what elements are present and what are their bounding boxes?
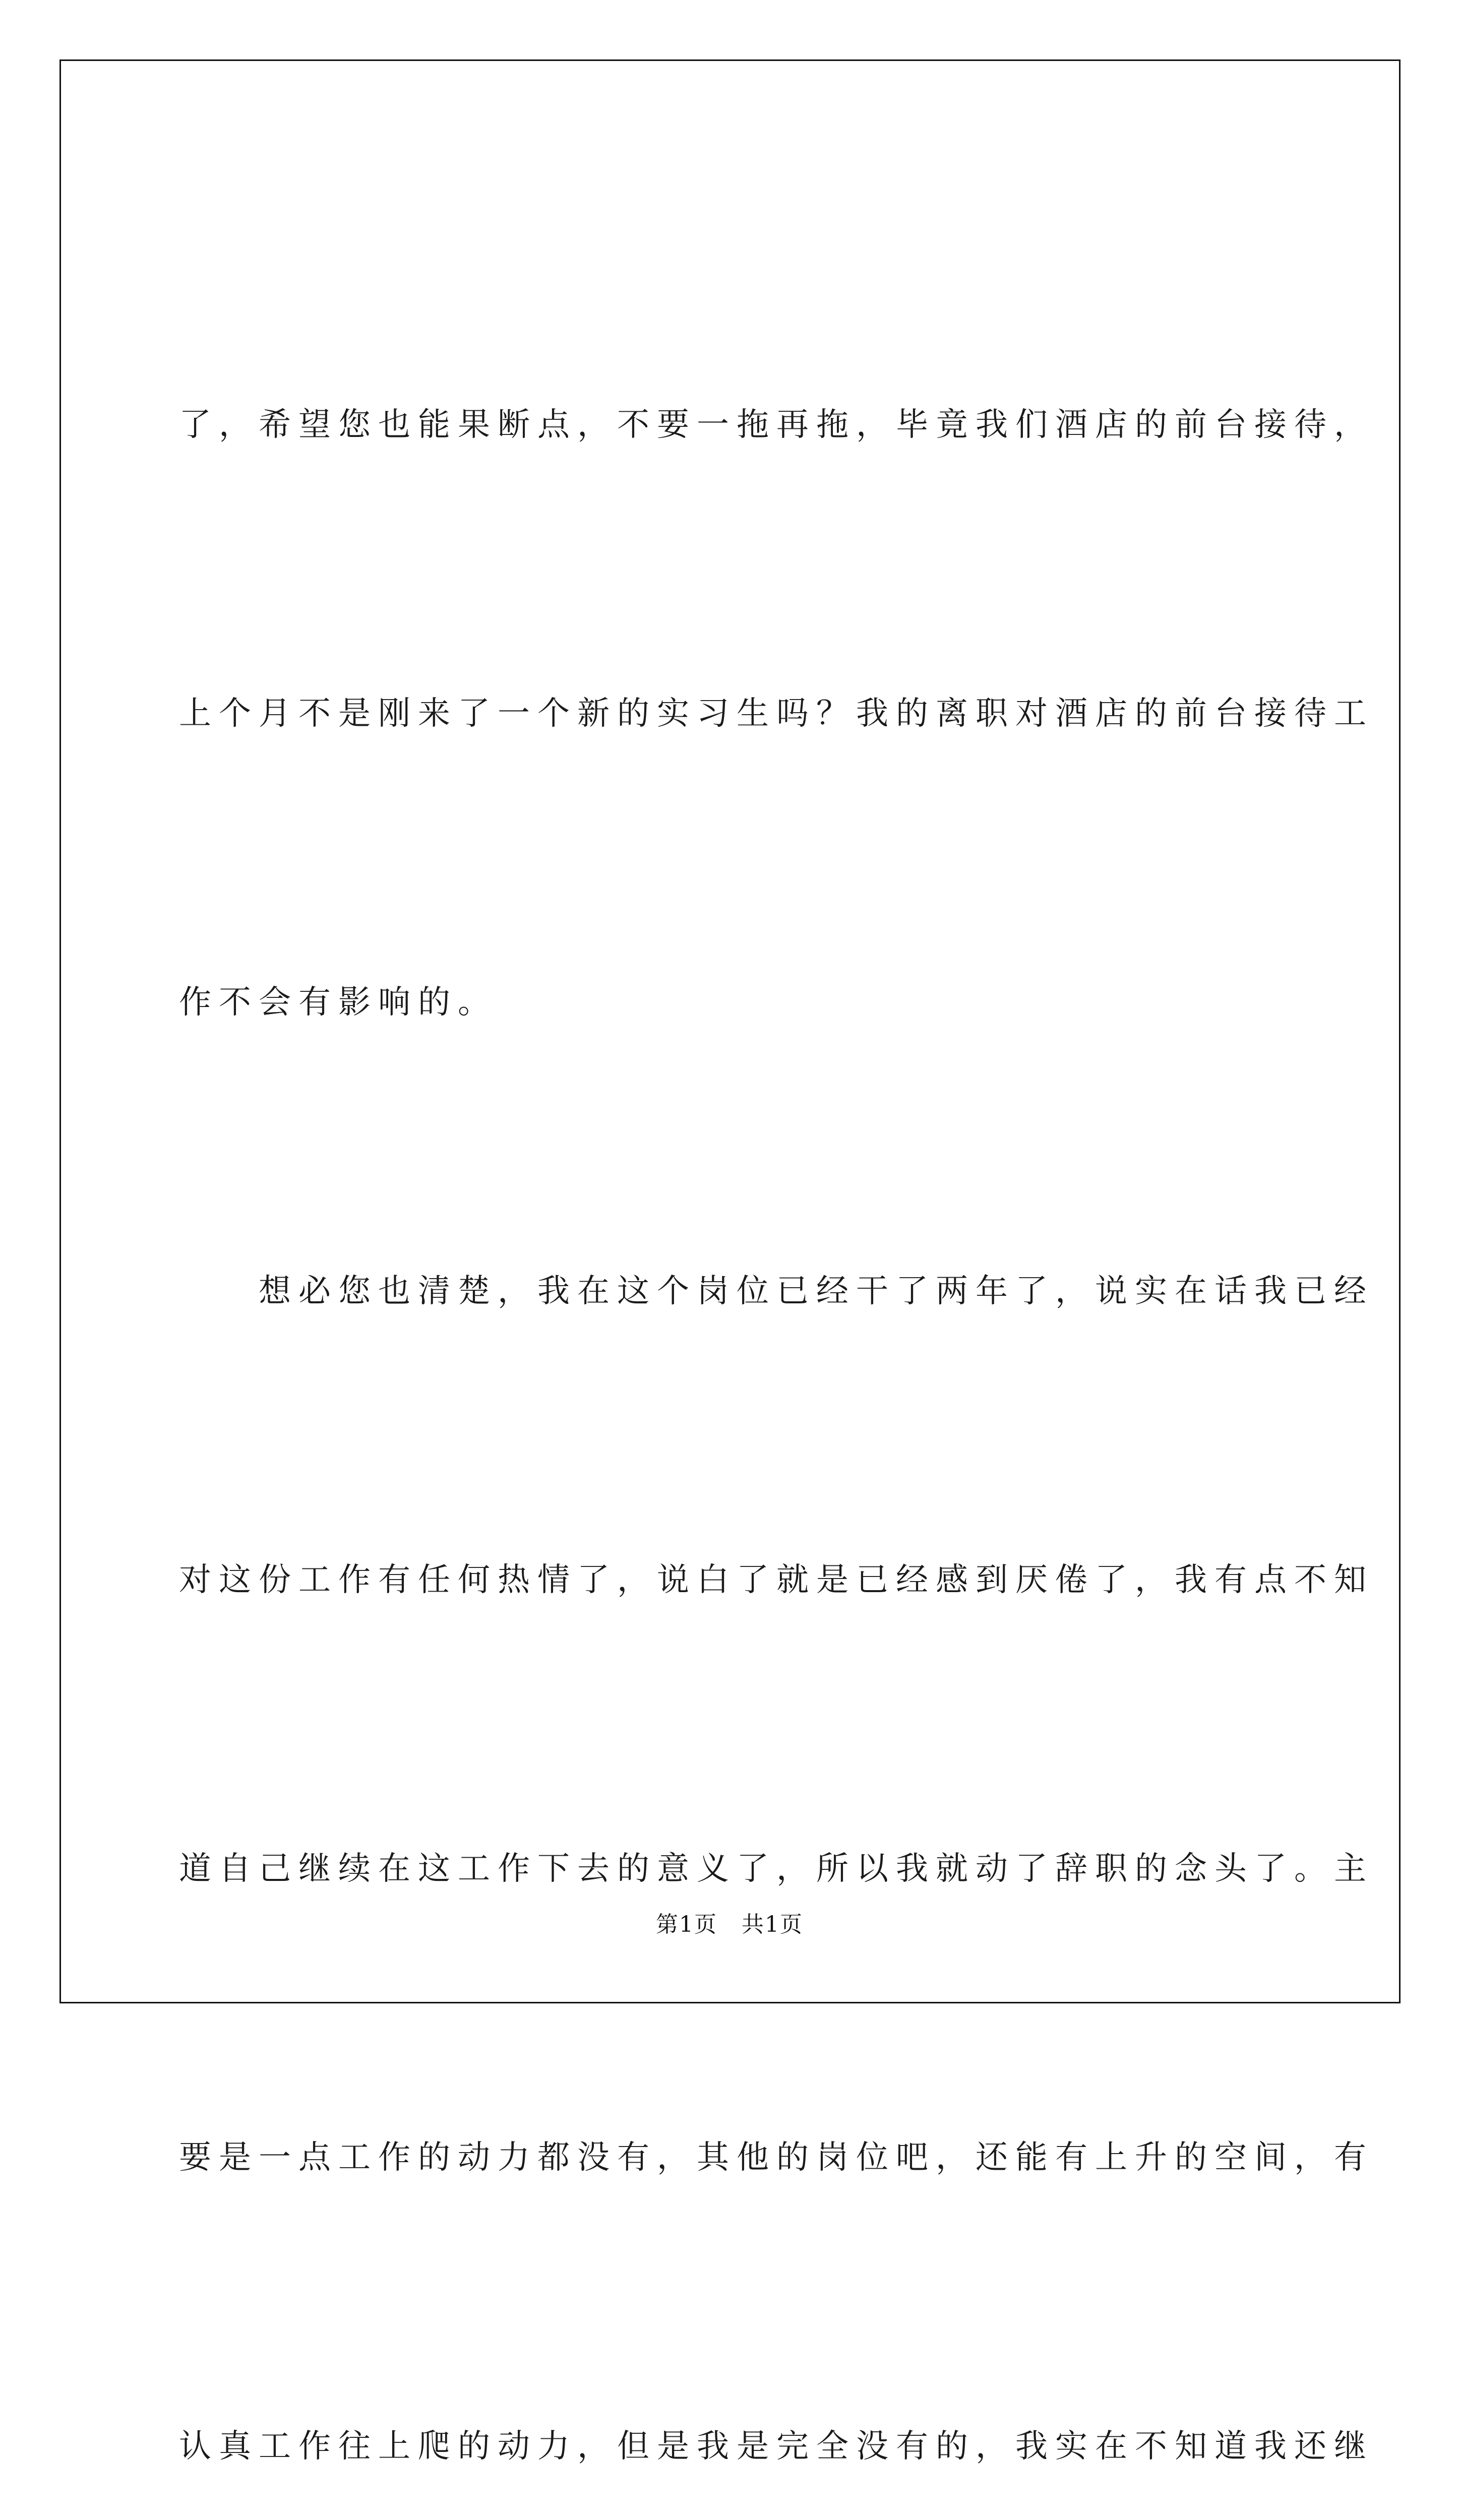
text-line: 要是一点工作的动力都没有，其他的岗位吧，还能有上升的空间，有 [179,2139,1374,2176]
text-line: 想必您也清楚，我在这个岗位已经干了两年了，说实在话我已经 [179,1273,1374,1310]
page-number: 第1页 [656,1912,717,1937]
page-footer [0,1906,1459,1938]
text-line: 上个月不是刚来了一个新的实习生吗？我的离职对酒店的前台接待工 [179,695,1374,732]
text-line: 了，希望您也能果断点，不要一拖再拖，毕竟我们酒店的前台接待， [179,406,1374,444]
text-line: 认真工作往上爬的动力，但是我是完全没有的，我实在不知道我还继 [179,2428,1374,2465]
document-body [179,184,1374,2520]
text-line: 作不会有影响的。 [179,984,498,1021]
text-line: 道自己继续在这工作下去的意义了，所以我就动了辞职的念头了。主 [179,1850,1374,1887]
text-line: 对这份工作有任何热情了，说白了就是已经感到厌倦了，我有点不知 [179,1561,1374,1599]
page-total: 共1页 [742,1912,803,1937]
